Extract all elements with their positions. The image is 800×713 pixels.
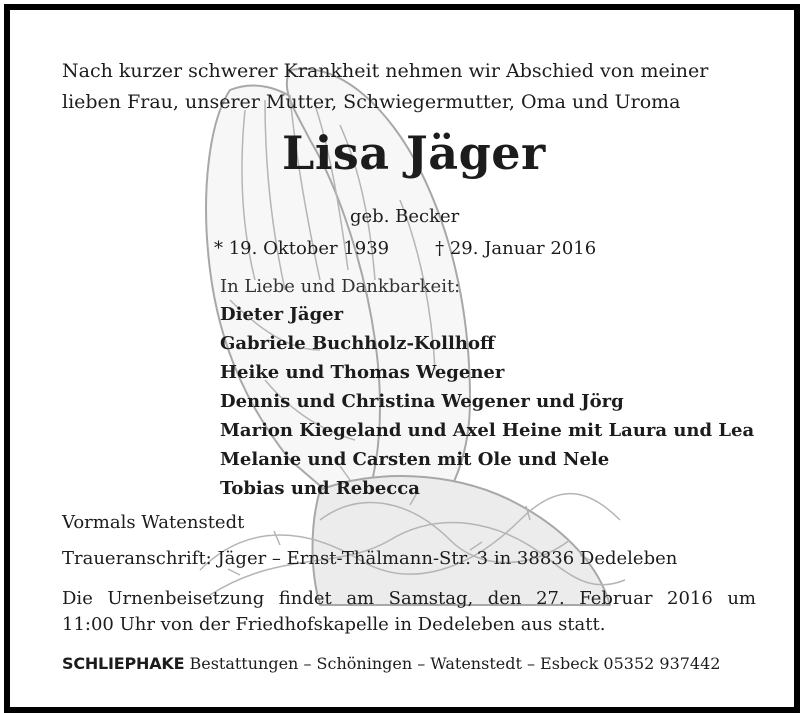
mourner-name: Dennis und Christina Wegener und Jörg	[220, 391, 624, 412]
burial-info-line-1: Die Urnenbeisetzung findet am Samstag, den 27. Februar 2016 um	[62, 588, 756, 609]
formerly-text: Vormals Watenstedt	[62, 512, 245, 533]
burial-info-line-2: 11:00 Uhr von der Friedhofskapelle in Dedeleben aus statt.	[62, 614, 606, 635]
undertaker-details: Bestattungen – Schöningen – Watenstedt – Esbeck 05352 937442	[189, 654, 721, 673]
death-date: † 29. Januar 2016	[435, 238, 597, 259]
intro-line-1: Nach kurzer schwerer Krankheit nehmen wir Abschied von meiner	[62, 60, 709, 82]
birth-date: * 19. Oktober 1939	[214, 238, 390, 259]
mourner-name: Gabriele Buchholz-Kollhoff	[220, 333, 495, 354]
mourner-name: Marion Kiegeland und Axel Heine mit Laura und Lea	[220, 420, 755, 441]
birth-name: geb. Becker	[350, 206, 460, 227]
undertaker-name: SCHLIEPHAKE	[62, 654, 185, 673]
intro-text	[62, 56, 708, 118]
life-dates	[214, 238, 596, 259]
mourner-name: Melanie und Carsten mit Ole und Nele	[220, 449, 610, 470]
obituary-notice	[4, 4, 800, 713]
undertaker-footer	[62, 654, 720, 673]
mourner-name: Dieter Jäger	[220, 304, 344, 325]
mourning-address: Traueranschrift: Jäger – Ernst-Thälmann-Str. 3 in 38836 Dedeleben	[62, 548, 678, 569]
deceased-name: Lisa Jäger	[282, 126, 546, 180]
mourner-name: Heike und Thomas Wegener	[220, 362, 505, 383]
mourners-heading: In Liebe und Dankbarkeit:	[220, 276, 461, 297]
mourner-name: Tobias und Rebecca	[220, 478, 420, 499]
intro-line-2: lieben Frau, unserer Mutter, Schwiegermutter, Oma und Uroma	[62, 91, 681, 113]
mourners-list	[220, 300, 754, 503]
